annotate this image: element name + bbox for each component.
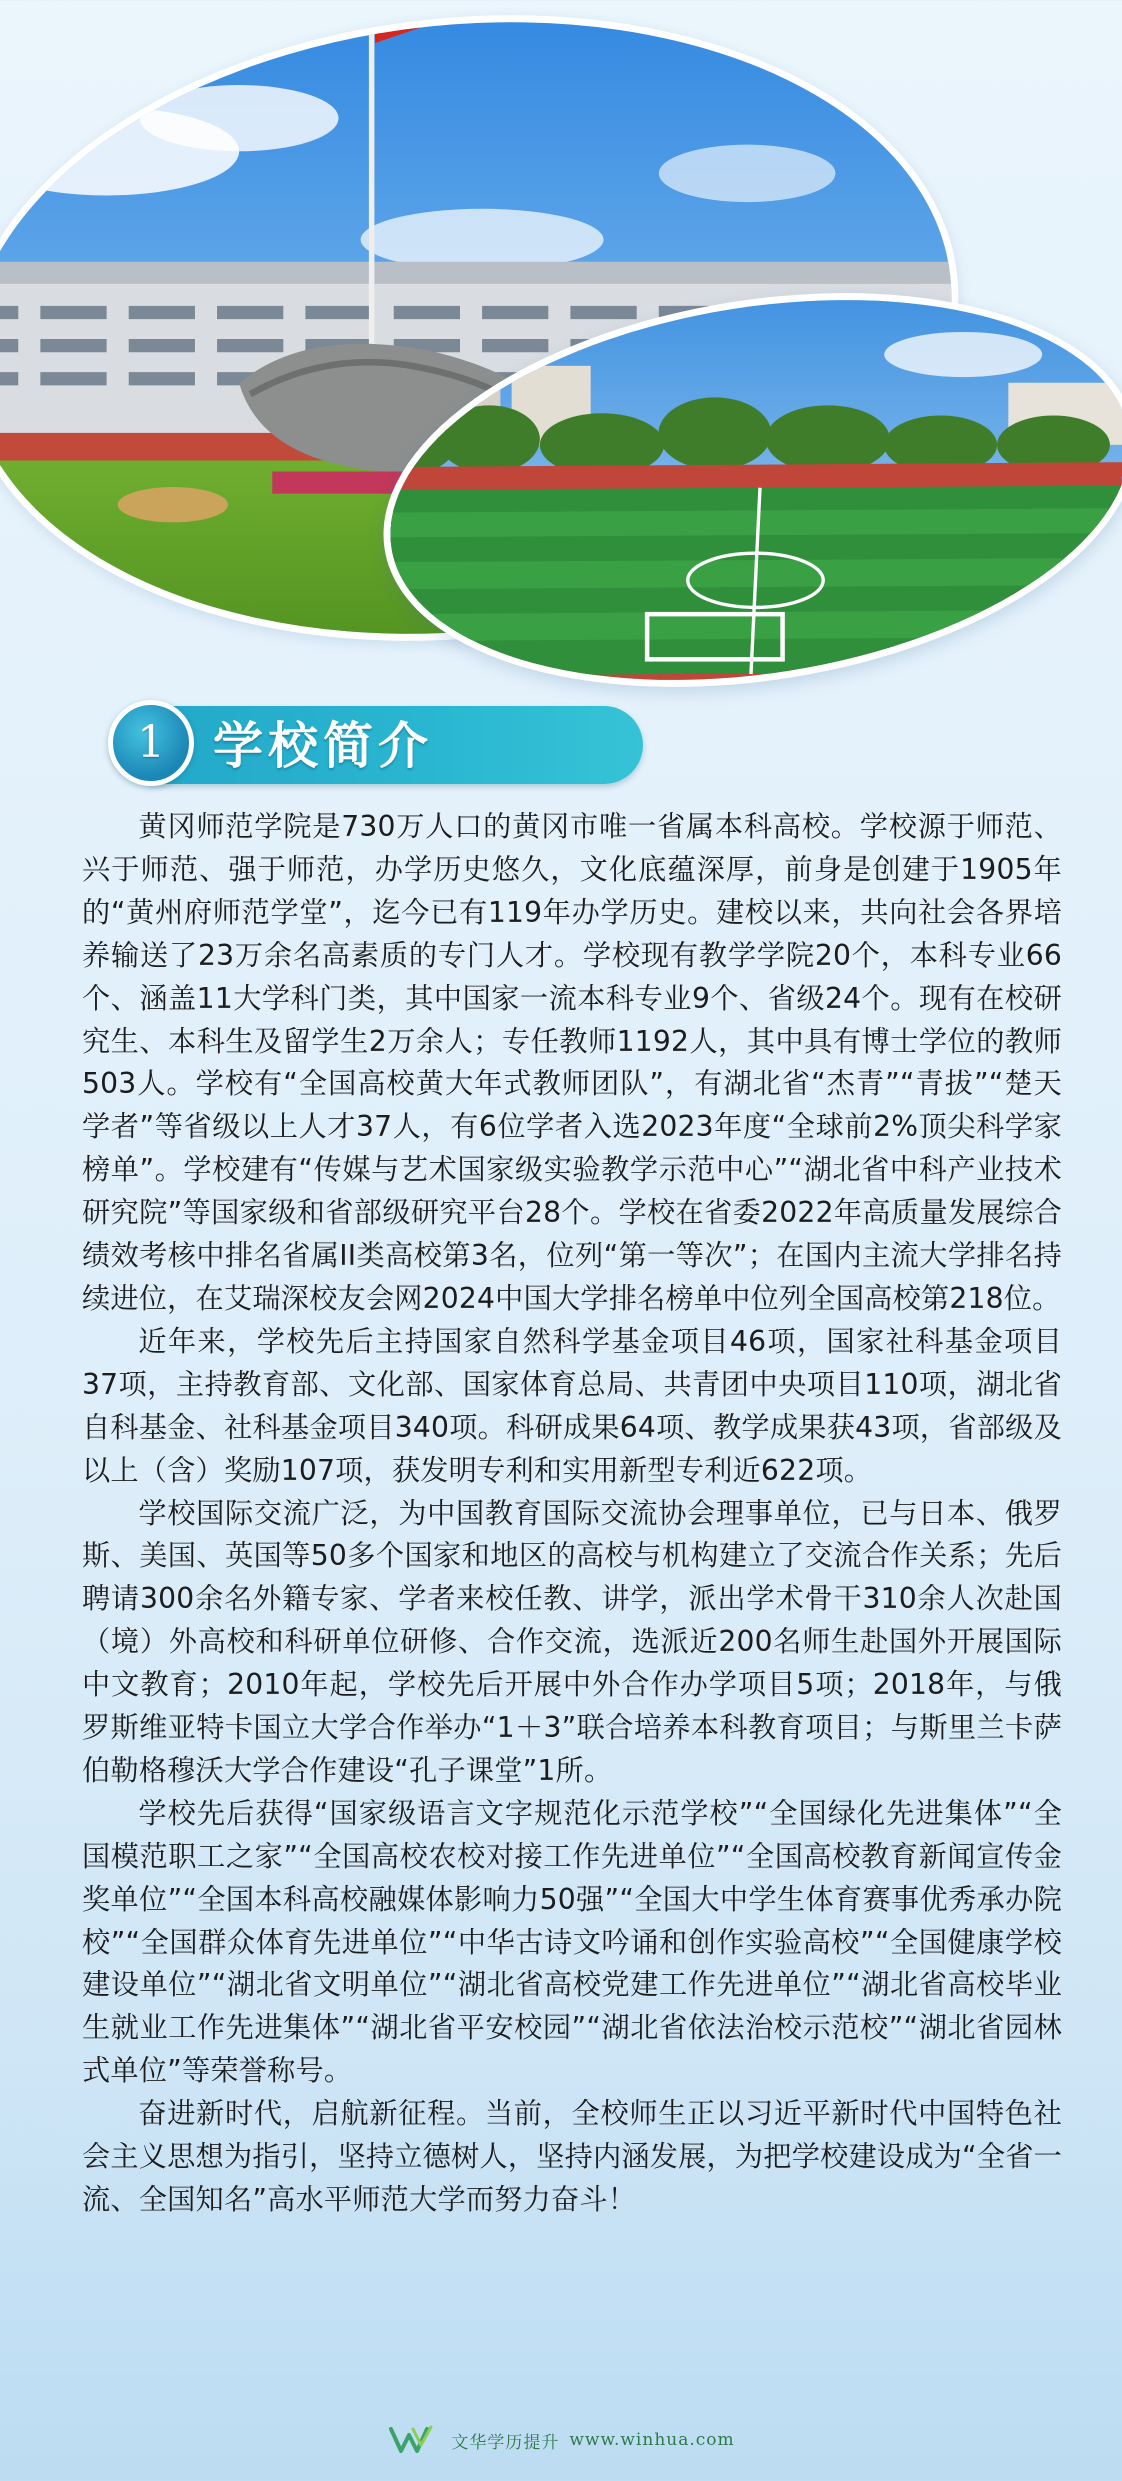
footer-url[interactable]: www.winhua.com	[569, 2430, 735, 2450]
paragraph-overview: 黄冈师范学院是730万人口的黄冈市唯一省属本科高校。学校源于师范、兴于师范、强于师范，办学历史悠久，文化底蕴深厚，前身是创建于1905年的“黄州府师范学堂”，迄今已有119年办学历史。建校以来，共向社会各界培养输送了23万余名高素质的专门人才。学校现有教学学院20个，本科专业66个、涵盖11大学科门类，其中国家一流本科专业9个、省级24个。现有在校研究生、本科生及留学生2万余人；专任教师1192人，其中具有博士学位的教师503人。学校有“全国高校黄大年式教师团队”，有湖北省“杰青”“青拔”“楚天学者”等省级以上人才37人，有6位学者入选2023年度“全球前2%顶尖科学家榜单”。学校建有“传媒与艺术国家级实验教学示范中心”“湖北省中科产业技术研究院”等国家级和省部级研究平台28个。学校在省委2022年高质量发展综合绩效考核中排名省属II类高校第3名，位列“第一等次”；在国内主流大学排名持续进位，在艾瑞深校友会网2024中国大学排名榜单中位列全国高校第218位。	[82, 810, 1062, 1315]
school-introduction	[82, 806, 1062, 2222]
section-number: 1	[137, 717, 165, 768]
section-title: 学校简介	[213, 716, 433, 775]
paragraph-international: 学校国际交流广泛，为中国教育国际交流协会理事单位，已与日本、俄罗斯、美国、英国等50多个国家和地区的高校与机构建立了交流合作关系；先后聘请300余名外籍专家、学者来校任教、讲学，派出学术骨干310余人次赴国（境）外高校和科研单位研修、合作交流，选派近200名师生赴国外开展国际中文教育；2010年起，学校先后开展中外合作办学项目5项；2018年，与俄罗斯维亚特卡国立大学合作举办“1＋3”联合培养本科教育项目；与斯里兰卡萨伯勒格穆沃大学合作建设“孔子课堂”1所。	[82, 1496, 1062, 1787]
paragraph-honors: 学校先后获得“国家级语言文字规范化示范学校”“全国绿化先进集体”“全国模范职工之家”“全国高校农校对接工作先进单位”“全国高校教育新闻宣传金奖单位”“全国本科高校融媒体影响力50强”“全国大中学生体育赛事优秀承办院校”“全国群众体育先进单位”“中华古诗文吟诵和创作实验高校”“全国健康学校建设单位”“湖北省文明单位”“湖北省高校党建工作先进单位”“湖北省高校毕业生就业工作先进集体”“湖北省平安校园”“湖北省依法治校示范校”“湖北省园林式单位”等荣誉称号。	[82, 1796, 1062, 2088]
campus-photo-collage	[0, 0, 1122, 700]
winhua-logo-icon	[387, 2423, 441, 2457]
footer	[0, 2420, 1122, 2460]
section-number-badge	[108, 700, 194, 786]
section-heading	[108, 700, 648, 786]
footer-brand: 文华学历提升	[451, 2432, 560, 2453]
paragraph-outlook: 奋进新时代，启航新征程。当前，全校师生正以习近平新时代中国特色社会主义思想为指引，坚持立德树人，坚持内涵发展，为把学校建设成为“全省一流、全国知名”高水平师范大学而努力奋斗！	[82, 2097, 1062, 2216]
paragraph-research: 近年来，学校先后主持国家自然科学基金项目46项，国家社科基金项目37项，主持教育部、文化部、国家体育总局、共青团中央项目110项，湖北省自科基金、社科基金项目340项。科研成果64项、教学成果获43项，省部级及以上（含）奖励107项，获发明专利和实用新型专利近622项。	[82, 1324, 1062, 1487]
